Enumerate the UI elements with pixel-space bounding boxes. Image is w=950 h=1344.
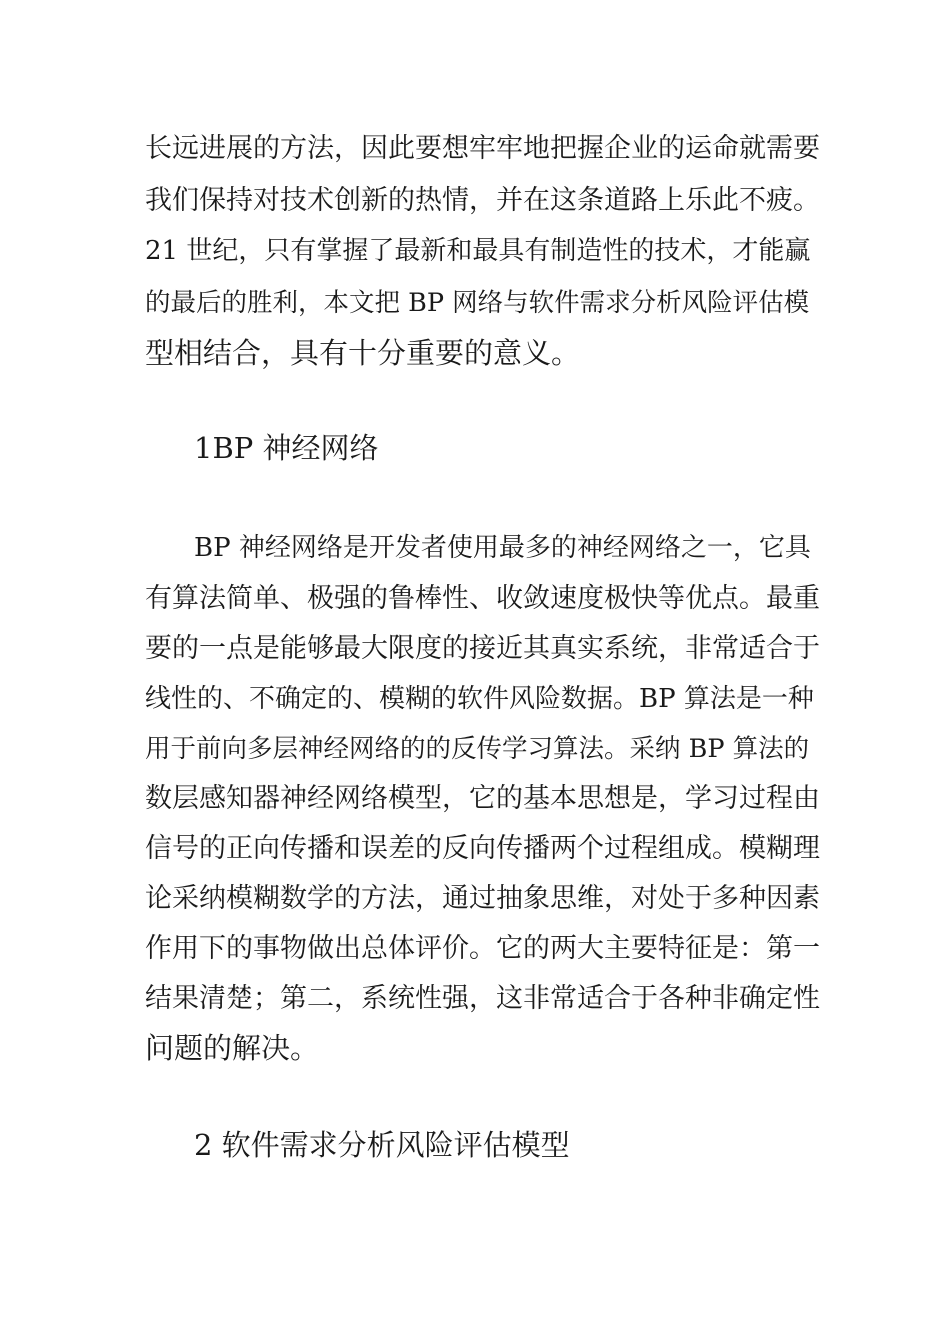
paragraph-line: 的最后的胜利，本文把 BP 网络与软件需求分析风险评估模: [145, 288, 810, 318]
paragraph-line: 用于前向多层神经网络的的反传学习算法。采纳 BP 算法的: [145, 734, 810, 764]
paragraph-line: 我们保持对技术创新的热情，并在这条道路上乐此不疲。: [145, 185, 820, 216]
section-heading-risk-model: 2 软件需求分析风险评估模型: [194, 1128, 570, 1162]
paragraph-line: 数层感知器神经网络模型，它的基本思想是，学习过程由: [145, 783, 820, 814]
section-heading-bp-network: 1BP 神经网络: [194, 431, 379, 465]
paragraph-line: 信号的正向传播和误差的反向传播两个过程组成。模糊理: [145, 833, 820, 864]
paragraph-line: 有算法简单、极强的鲁棒性、收敛速度极快等优点。最重: [145, 583, 820, 614]
paragraph-line: 作用下的事物做出总体评价。它的两大主要特征是：第一: [145, 933, 820, 964]
paragraph-line: BP 神经网络是开发者使用最多的神经网络之一，它具: [194, 533, 811, 563]
paragraph-line: 论采纳模糊数学的方法，通过抽象思维，对处于多种因素: [145, 883, 820, 914]
paragraph-line: 长远进展的方法，因此要想牢牢地把握企业的运命就需要: [145, 133, 820, 164]
paragraph-line: 线性的、不确定的、模糊的软件风险数据。BP 算法是一种: [145, 684, 814, 714]
paragraph-line: 要的一点是能够最大限度的接近其真实系统，非常适合于: [145, 633, 820, 664]
paragraph-line: 结果清楚；第二，系统性强，这非常适合于各种非确定性: [145, 983, 820, 1014]
paragraph-line: 21 世纪，只有掌握了最新和最具有制造性的技术，才能赢: [145, 236, 811, 266]
paragraph-line: 型相结合，具有十分重要的意义。: [145, 336, 581, 370]
paragraph-line: 问题的解决。: [145, 1031, 320, 1065]
